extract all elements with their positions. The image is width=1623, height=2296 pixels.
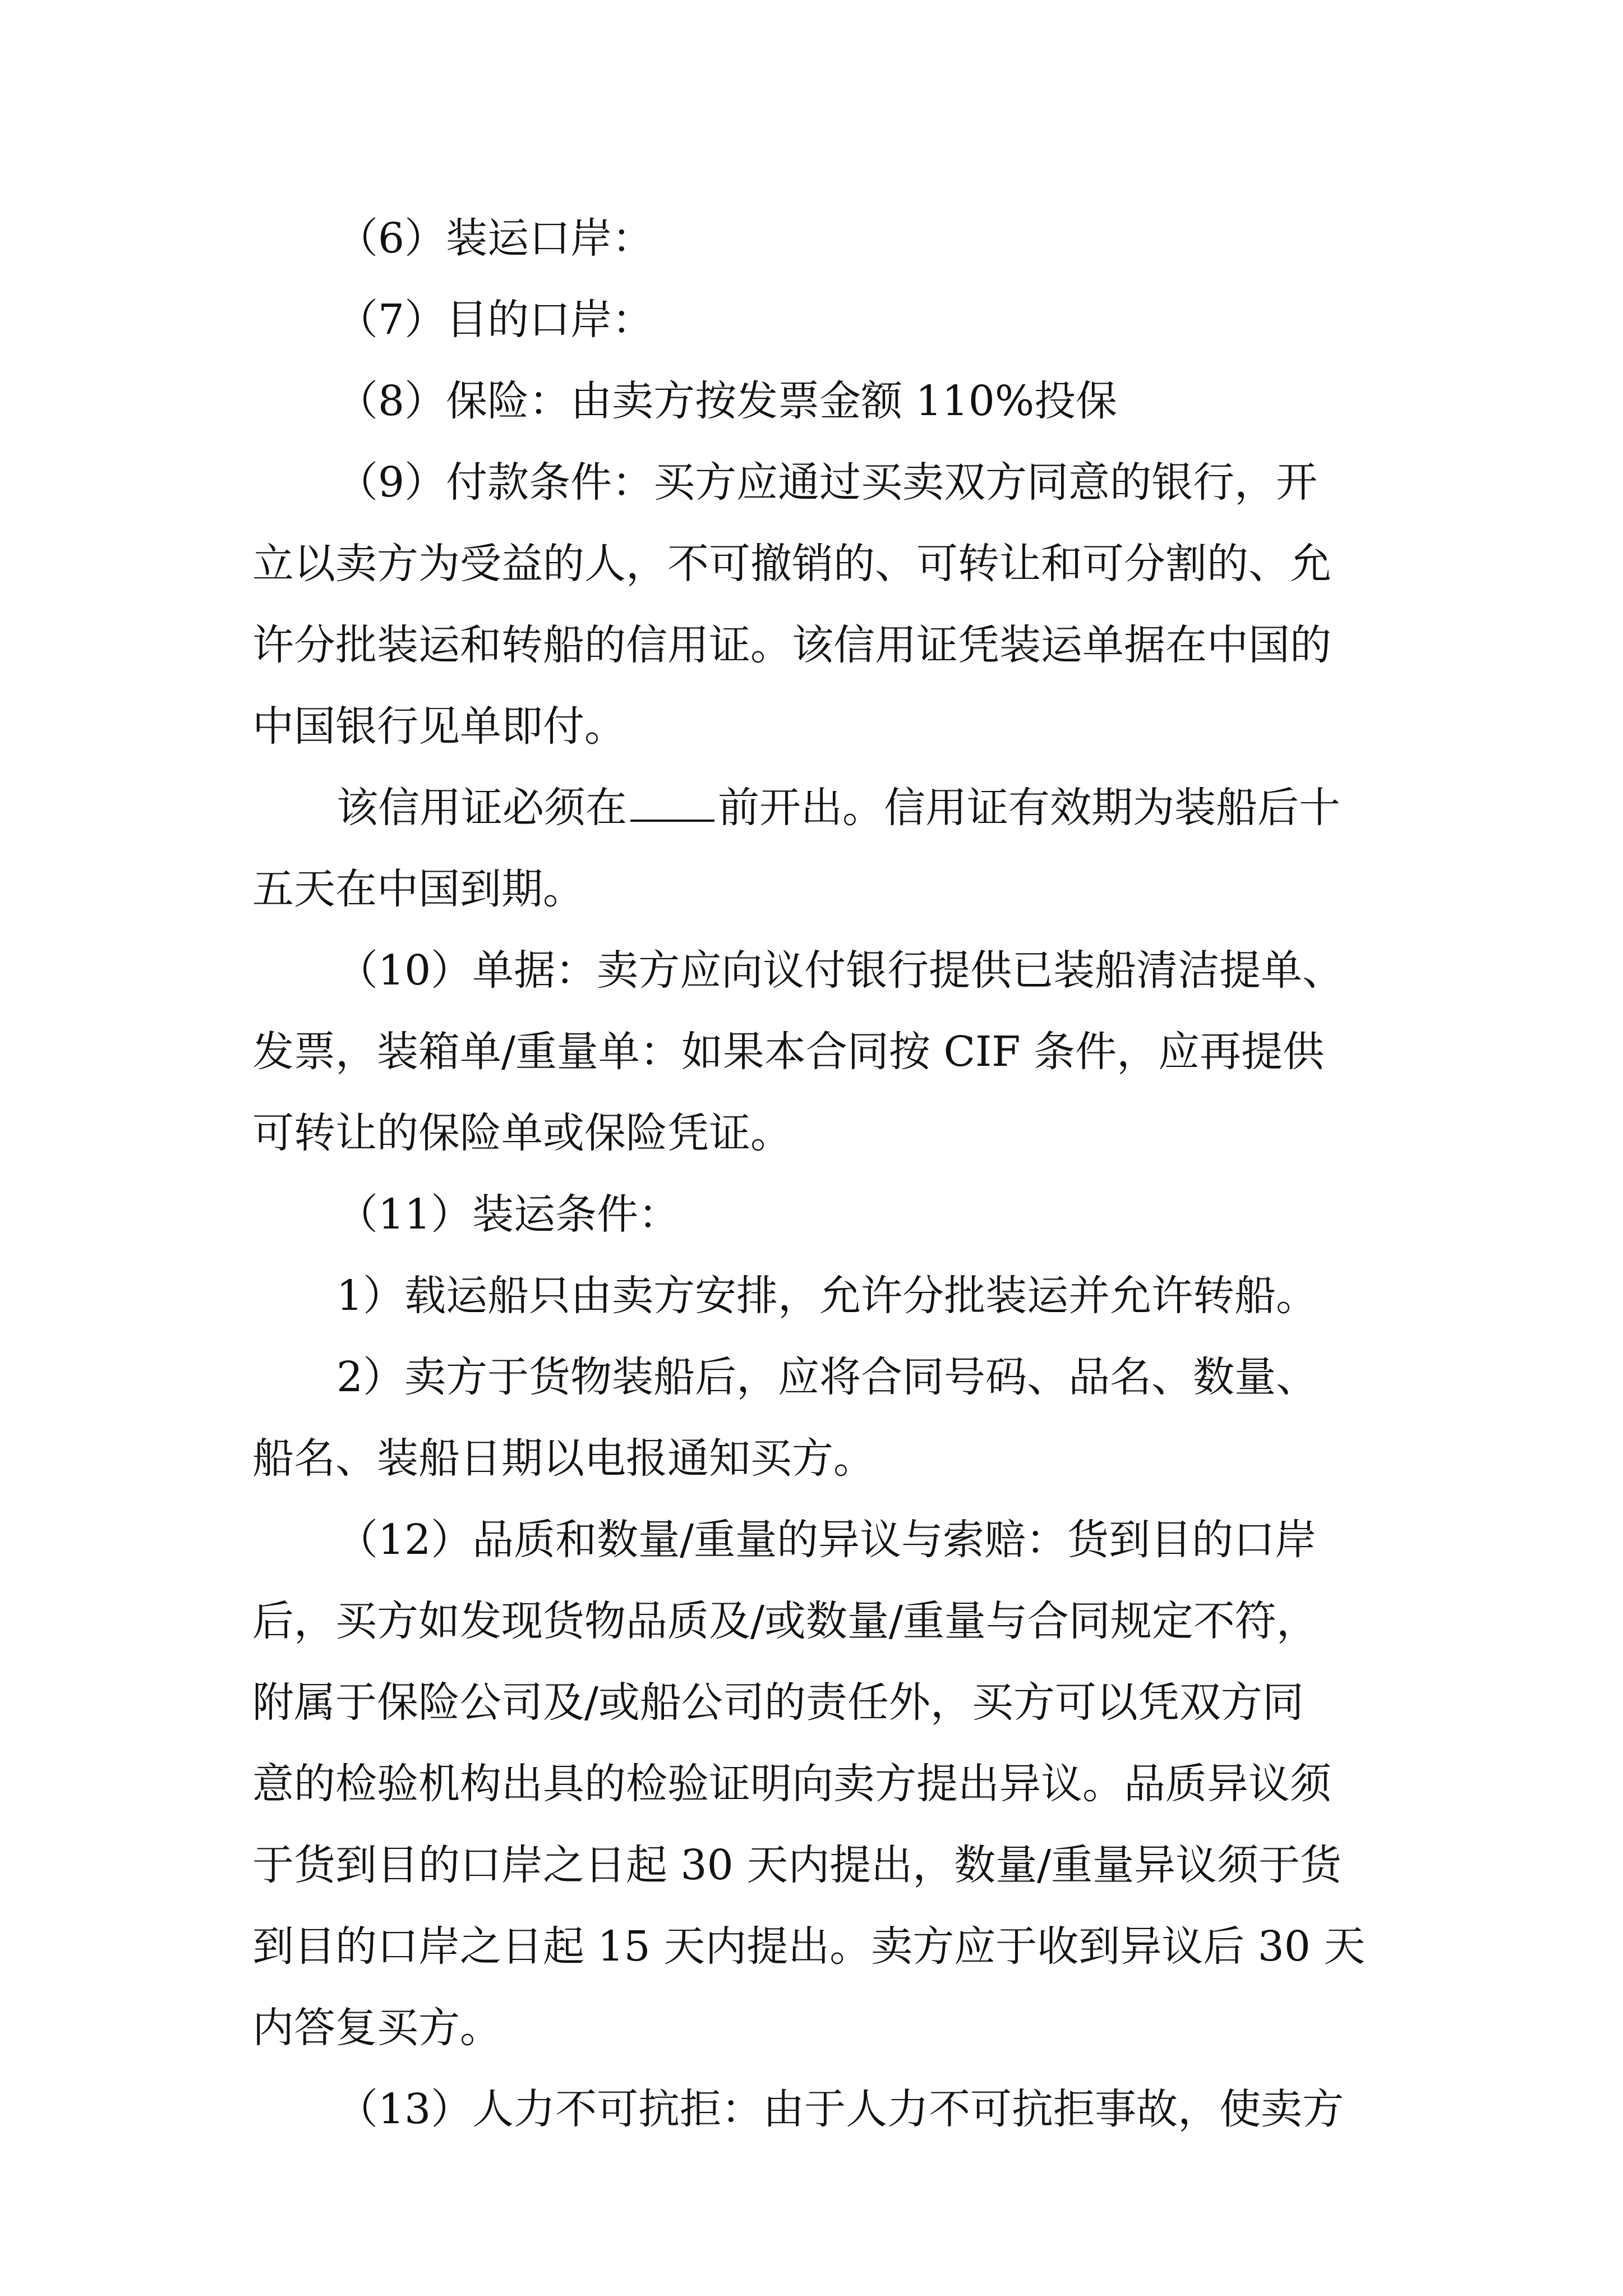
text-line: （13）人力不可抗拒：由于人力不可抗拒事故，使卖方: [336, 2085, 1344, 2133]
text-line: （12）品质和数量/重量的异议与索赔：货到目的口岸: [336, 1516, 1317, 1564]
text-segment: 该信用证必须在: [336, 784, 627, 832]
text-segment: 前开出。信用证有效期为装船后十: [718, 784, 1340, 832]
text-line: 许分批装运和转船的信用证。该信用证凭装运单据在中国的: [252, 621, 1331, 669]
text-line: 五天在中国到期。: [252, 865, 584, 913]
text-line: 船名、装船日期以电报通知买方。: [252, 1434, 875, 1483]
text-line: 发票，装箱单/重量单：如果本合同按 CIF 条件，应再提供: [252, 1028, 1325, 1076]
text-line: [336, 780, 1340, 836]
text-line: （11）装运条件：: [336, 1190, 680, 1239]
text-line: 中国银行见单即付。: [252, 702, 626, 751]
text-line: 到目的口岸之日起 15 天内提出。卖方应于收到异议后 30 天: [252, 1922, 1366, 1971]
text-line: （9）付款条件：买方应通过买卖双方同意的银行，开: [336, 458, 1318, 507]
text-line: （6）装运口岸：: [336, 214, 654, 263]
fill-in-blank: [630, 785, 714, 822]
text-line: 附属于保险公司及/或船公司的责任外，买方可以凭双方同: [252, 1678, 1304, 1727]
text-line: 于货到目的口岸之日起 30 天内提出，数量/重量异议须于货: [252, 1841, 1342, 1889]
text-line: 1）载运船只由卖方安排，允许分批装运并允许转船。: [336, 1272, 1318, 1320]
text-line: （8）保险：由卖方按发票金额 110%投保: [336, 377, 1118, 425]
text-line: 2）卖方于货物装船后，应将合同号码、品名、数量、: [336, 1353, 1318, 1401]
text-line: （7）目的口岸：: [336, 296, 654, 344]
text-line: 意的检验机构出具的检验证明向卖方提出异议。品质异议须: [252, 1760, 1331, 1808]
text-line: （10）单据：卖方应向议付银行提供已装船清洁提单、: [336, 946, 1344, 995]
text-line: 内答复买方。: [252, 2004, 501, 2052]
text-line: 可转让的保险单或保险凭证。: [252, 1109, 792, 1157]
text-line: 后，买方如发现货物品质及/或数量/重量与合同规定不符，: [252, 1597, 1318, 1645]
text-line: 立以卖方为受益的人，不可撤销的、可转让和可分割的、允: [252, 540, 1331, 588]
